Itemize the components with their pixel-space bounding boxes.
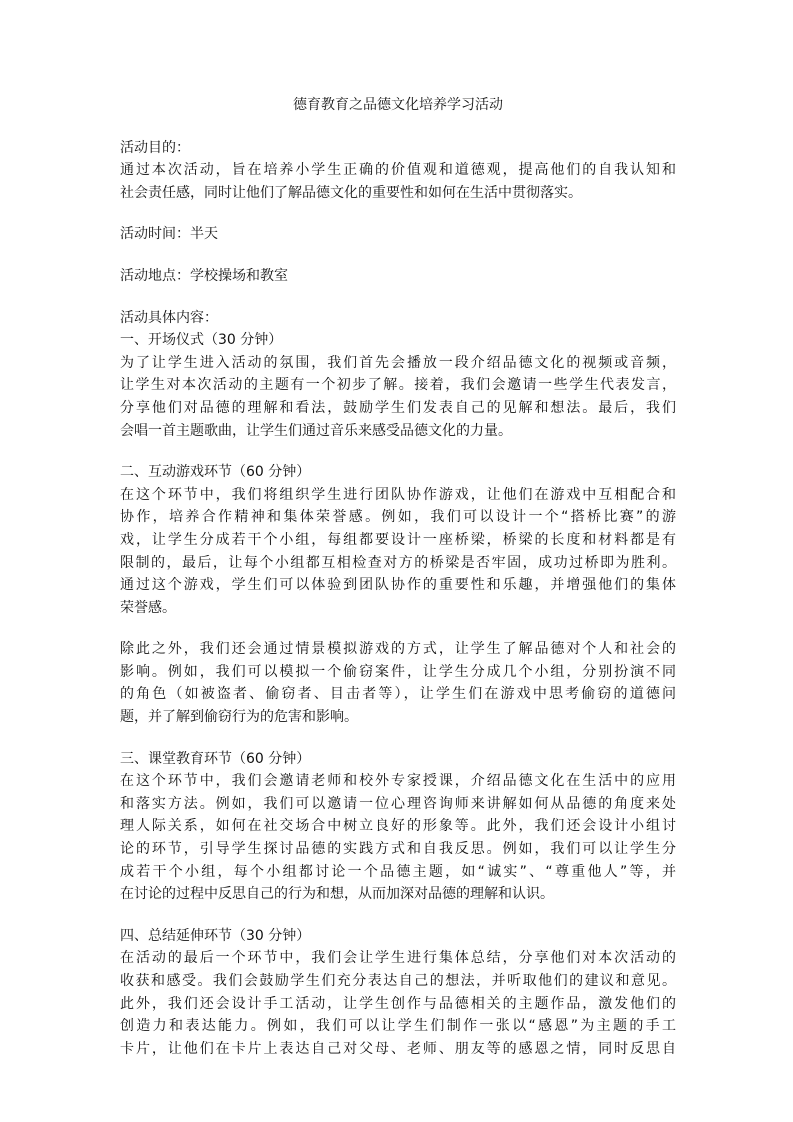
content-heading: 活动具体内容：: [120, 309, 218, 326]
section2-line: 戏，让学生分成若干个小组，每组都要设计一座桥梁，桥梁的长度和材料都是有: [120, 531, 676, 548]
section4-line: 卡片，让他们在卡片上表达自己对父母、老师、朋友等的感恩之情，同时反思自: [120, 1040, 676, 1057]
section1-line: 让学生对本次活动的主题有一个初步了解。接着，我们会邀请一些学生代表发言，: [120, 377, 676, 394]
section3-line: 在这个环节中，我们会邀请老师和校外专家授课，介绍品德文化在生活中的应用: [120, 773, 676, 790]
section4-line: 在活动的最后一个环节中，我们会让学生进行集体总结，分享他们对本次活动的: [120, 950, 676, 967]
document-page: [120, 94, 676, 1060]
section2-line: 在这个环节中，我们将组织学生进行团队协作游戏，让他们在游戏中互相配合和: [120, 486, 676, 503]
purpose-line: 社会责任感，同时让他们了解品德文化的重要性和如何在生活中贯彻落实。: [120, 184, 582, 201]
section4-line: 此外，我们还会设计手工活动，让学生创作与品德相关的主题作品，激发他们的: [120, 995, 676, 1012]
paragraph-gap: [120, 246, 676, 265]
paragraph-gap: [120, 619, 676, 638]
section3-line: 理人际关系，如何在社交场合中树立良好的形象等。此外，我们还会设计小组讨: [120, 818, 676, 835]
section3-heading: 三、课堂教育环节（60 分钟）: [120, 750, 311, 767]
section3-line: 在讨论的过程中反思自己的行为和想，从而加深对品德的理解和认识。: [120, 886, 554, 903]
section2-para2-line: 的角色（如被盗者、偷窃者、目击者等），让学生们在游戏中思考偷窃的道德问: [120, 686, 676, 703]
paragraph-gap: [120, 442, 676, 461]
section1-line: 分享他们对品德的理解和看法，鼓励学生们发表自己的见解和想法。最后，我们: [120, 399, 676, 416]
purpose-heading: 活动目的：: [120, 139, 190, 156]
paragraph-gap: [120, 288, 676, 307]
section2-para2-line: 影响。例如，我们可以模拟一个偷窃案件，让学生分成几个小组，分别扮演不同: [120, 663, 676, 680]
paragraph-gap: [120, 729, 676, 748]
section1-line: 会唱一首主题歌曲，让学生们通过音乐来感受品德文化的力量。: [120, 422, 512, 439]
paragraph-gap: [120, 204, 676, 223]
activity-time: 活动时间：半天: [120, 226, 218, 243]
section3-line: 成若干个小组，每个小组都讨论一个品德主题，如“诚实”、“尊重他人”等，并: [120, 863, 676, 880]
section4-heading: 四、总结延伸环节（30 分钟）: [120, 927, 311, 944]
section2-line: 通过这个游戏，学生们可以体验到团队协作的重要性和乐趣，并增强他们的集体: [120, 577, 676, 594]
section2-para2-line: 除此之外，我们还会通过情景模拟游戏的方式，让学生了解品德对个人和社会的: [120, 641, 676, 658]
paragraph-gap: [120, 906, 676, 925]
section2-line: 限制的，最后，让每个小组都互相检查对方的桥梁是否牢固，成功过桥即为胜利。: [120, 554, 676, 571]
section2-heading: 二、互动游戏环节（60 分钟）: [120, 464, 311, 481]
section1-heading: 一、开场仪式（30 分钟）: [120, 332, 283, 349]
purpose-line: 通过本次活动，旨在培养小学生正确的价值观和道德观，提高他们的自我认知和: [120, 162, 676, 179]
section4-line: 创造力和表达能力。例如，我们可以让学生们制作一张以“感恩”为主题的手工: [120, 1018, 676, 1035]
section2-line: 协作，培养合作精神和集体荣誉感。例如，我们可以设计一个“搭桥比赛”的游: [120, 509, 676, 526]
document-title: 德育教育之品德文化培养学习活动: [293, 97, 503, 113]
section3-line: 和落实方法。例如，我们可以邀请一位心理咨询师来讲解如何从品德的角度来处: [120, 795, 676, 812]
section2-line: 荣誉感。: [120, 599, 176, 616]
activity-location: 活动地点：学校操场和教室: [120, 267, 288, 284]
section3-line: 论的环节，引导学生探讨品德的实践方式和自我反思。例如，我们可以让学生分: [120, 841, 676, 858]
section4-line: 收获和感受。我们会鼓励学生们充分表达自己的想法，并听取他们的建议和意见。: [120, 973, 676, 989]
section1-line: 为了让学生进入活动的氛围，我们首先会播放一段介绍品德文化的视频或音频，: [120, 354, 676, 371]
section2-para2-line: 题，并了解到偷窃行为的危害和影响。: [120, 709, 358, 726]
